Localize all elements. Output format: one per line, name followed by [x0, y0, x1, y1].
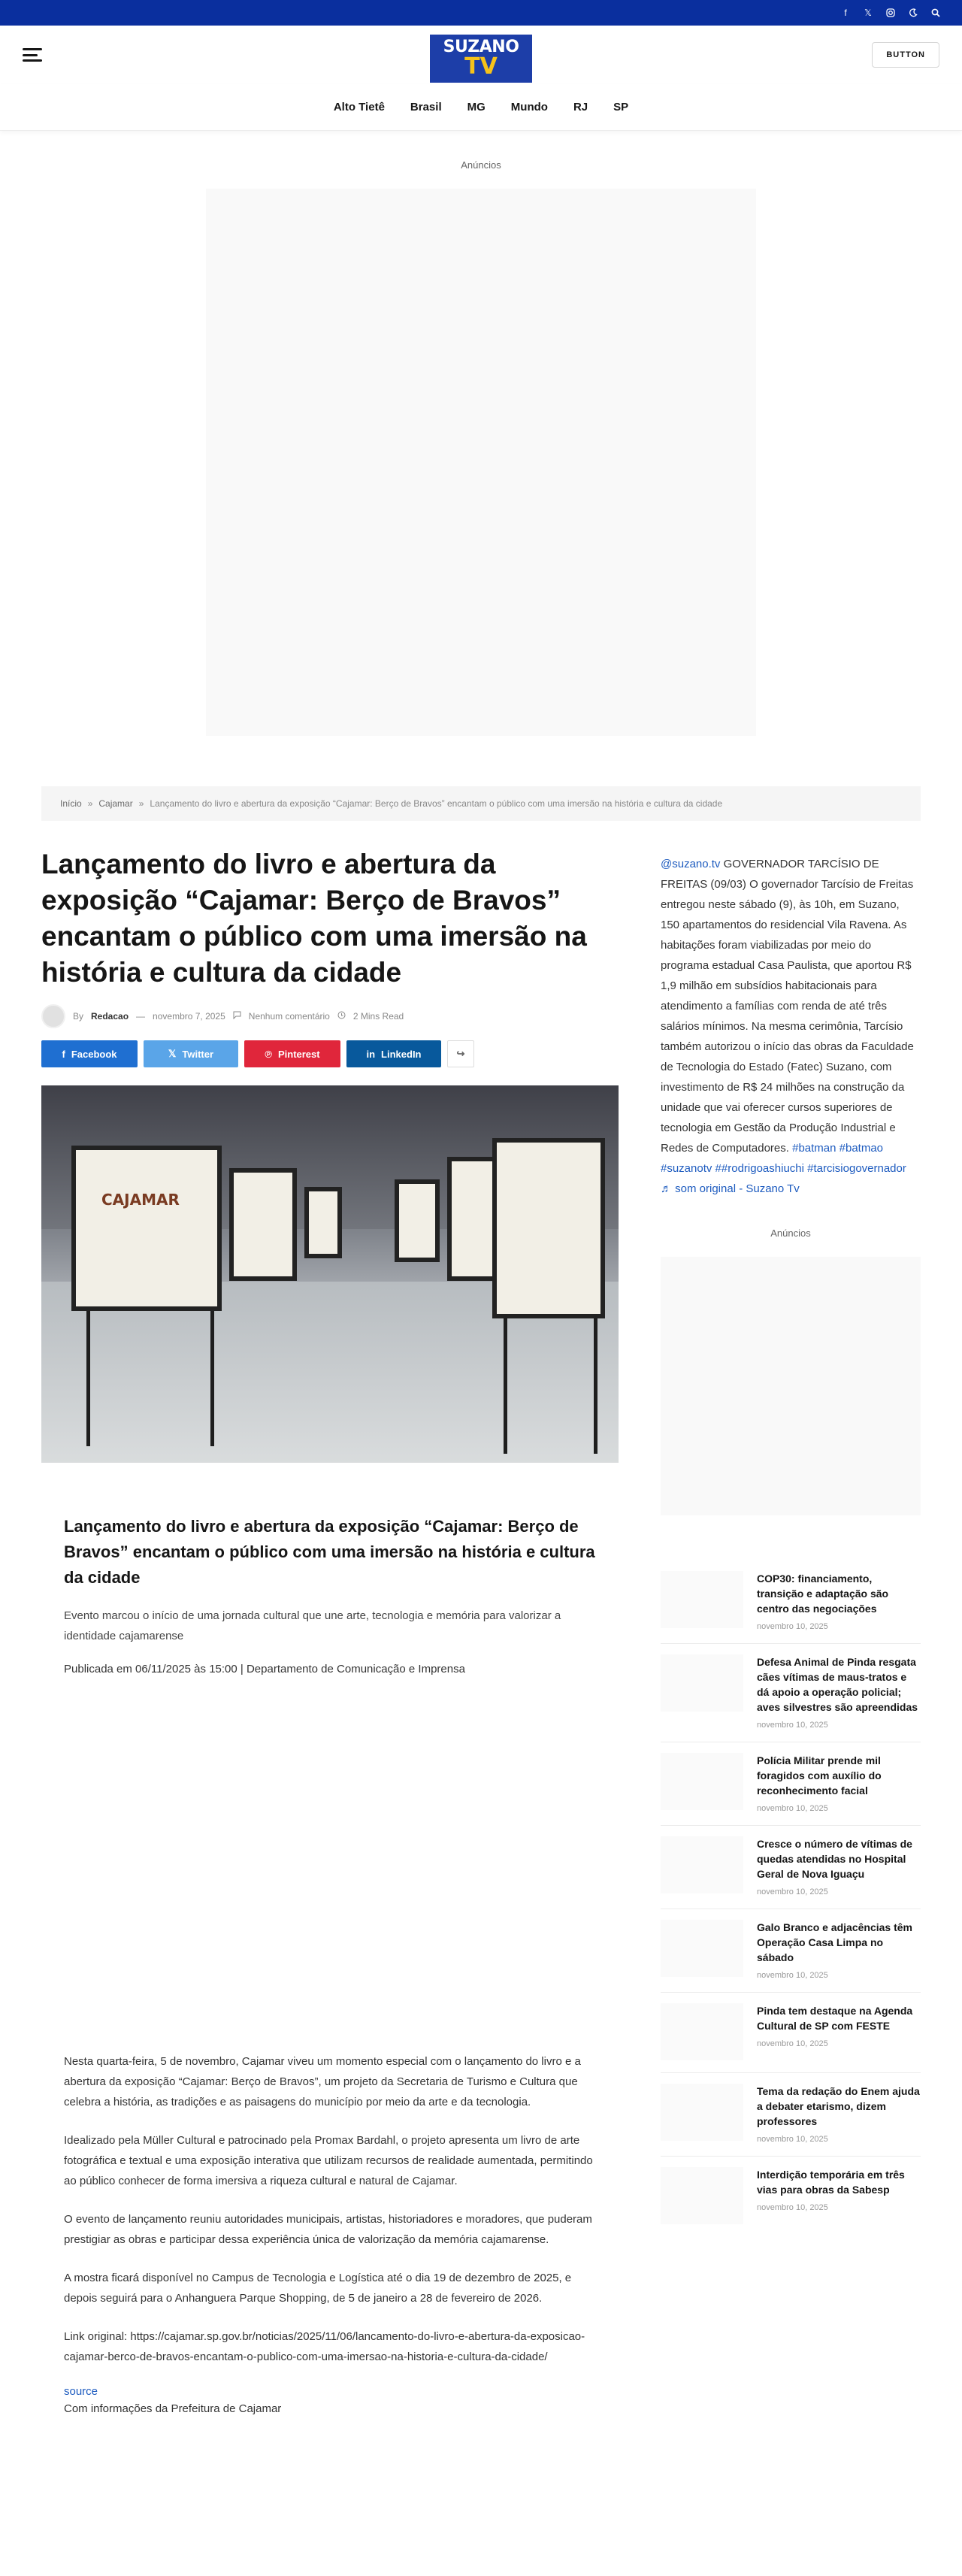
- article-original-link: Link original: https://cajamar.sp.gov.br/noticias/2025/11/06/lancamento-do-livro-e-abertura-da-exposicao-cajamar-berco-de-bravos-encantam-o-publico-com-uma-imersao-na-historia-e-cultura-da-cidade/: [64, 2330, 585, 2363]
- breadcrumb-separator: »: [138, 798, 144, 809]
- post-thumbnail[interactable]: [661, 1753, 743, 1810]
- exhibit-panel: [71, 1146, 222, 1311]
- source-info: Com informações da Prefeitura de Cajamar: [64, 2402, 282, 2415]
- nav-item-rj[interactable]: RJ: [573, 101, 588, 114]
- menu-icon[interactable]: [23, 48, 42, 62]
- list-item[interactable]: [661, 2156, 921, 2236]
- site-logo[interactable]: [430, 35, 532, 83]
- sidebar-handle-link[interactable]: @suzano.tv: [661, 858, 721, 870]
- recent-posts: [661, 1560, 921, 2236]
- sidebar-tags[interactable]: #batman #batmao #suzanotv ##rodrigoashiuchi #tarcisiogovernador: [661, 1142, 906, 1175]
- article-paragraph: A mostra ficará disponível no Campus de Tecnologia e Logística até o dia 19 de dezembro de 2025, e depois seguirá para o Anhanguera Parque Shopping, de 5 de janeiro a 28 de fevereiro de 2026.: [64, 2272, 572, 2305]
- post-thumbnail[interactable]: [661, 1836, 743, 1893]
- post-item-title[interactable]: COP30: financiamento, transição e adaptação são centro das negociações: [757, 1573, 889, 1615]
- post-thumbnail[interactable]: [661, 2084, 743, 2141]
- ads-label: Anúncios: [461, 159, 501, 171]
- post-thumbnail[interactable]: [661, 1571, 743, 1628]
- moon-icon[interactable]: [908, 8, 918, 18]
- share-linkedin-label: LinkedIn: [381, 1048, 422, 1060]
- ads-label: Anúncios: [770, 1227, 811, 1239]
- post-item-date: novembro 10, 2025: [757, 2039, 828, 2048]
- embed-space: [64, 1675, 596, 2051]
- article-body: [41, 1514, 619, 2415]
- sidebar-embed-text: [661, 854, 921, 1199]
- article-published: Publicada em 06/11/2025 às 15:00 | Departamento de Comunicação e Imprensa: [64, 1663, 465, 1675]
- post-item-title[interactable]: Interdição temporária em três vias para obras da Sabesp: [757, 2169, 905, 2196]
- comment-icon: [233, 1011, 241, 1022]
- facebook-icon[interactable]: f: [844, 8, 847, 18]
- share-icon: ↪: [456, 1048, 465, 1059]
- article-paragraph: O evento de lançamento reuniu autoridades municipais, artistas, historiadores e moradores, que puderam prestigiar as obras e participar dessa experiência única de valorização da memória cajamarense.: [64, 2213, 592, 2246]
- post-item-title[interactable]: Tema da redação do Enem ajuda a debater etarismo, dizem professores: [757, 2085, 920, 2127]
- instagram-icon[interactable]: [885, 8, 896, 18]
- post-thumbnail[interactable]: [661, 2167, 743, 2224]
- top-bar: [0, 0, 962, 26]
- meta-author[interactable]: Redacao: [91, 1011, 129, 1022]
- article-title: Lançamento do livro e abertura da exposição “Cajamar: Berço de Bravos” encantam o público com uma imersão na história e cultura da cidade: [64, 1517, 595, 1587]
- share-twitter-label: Twitter: [182, 1048, 214, 1060]
- clock-icon: [337, 1011, 346, 1022]
- share-buttons: [41, 1040, 619, 1067]
- logo-text-bottom: TV: [464, 53, 498, 80]
- exhibit-panel: [395, 1179, 440, 1262]
- post-item-title[interactable]: Cresce o número de vítimas de quedas atendidas no Hospital Geral de Nova Iguaçu: [757, 1838, 912, 1880]
- pinterest-icon: ℗: [265, 1048, 272, 1060]
- breadcrumb-current: Lançamento do livro e abertura da exposição “Cajamar: Berço de Bravos” encantam o público com uma imersão na história e cultura da cidade: [150, 798, 723, 809]
- main-nav: [0, 84, 962, 131]
- nav-item-mundo[interactable]: Mundo: [510, 101, 548, 114]
- post-item-date: novembro 10, 2025: [757, 1971, 828, 1980]
- source-link[interactable]: source: [64, 2385, 98, 2398]
- list-item[interactable]: [661, 1560, 921, 1643]
- share-linkedin-button[interactable]: [346, 1040, 441, 1067]
- exhibit-panel: [229, 1168, 297, 1281]
- sidebar-text: GOVERNADOR TARCÍSIO DE FREITAS (09/03) O governador Tarcísio de Freitas entregou neste sábado (9), às 10h, em Suzano, 150 apartamentos do residencial Vila Ravena. As habitações foram viabilizadas por meio do programa estadual Casa Paulista, que aportou R$ 1,9 milhão em subsídios habitacionais para atendimento a famílias com renda de até três salários mínimos. Na mesma cerimônia, Tarcísio também autorizou o início das obras da Faculdade de Tecnologia do Estado (Fatec) Suzano, com investimento de R$ 24 milhões na construção da unidade que vai oferecer cursos superiores de tecnologia em Gestão da Produção Industrial e Redes de Computadores.: [661, 858, 914, 1155]
- meta-dash: —: [136, 1011, 146, 1022]
- article-paragraph: Nesta quarta-feira, 5 de novembro, Cajamar viveu um momento especial com o lançamento do livro e a abertura da exposição “Cajamar: Berço de Bravos”, um projeto da Secretaria de Turismo e Cultura que celebra a história, as tradições e as paisagens do município por meio da arte e da tecnologia.: [64, 2055, 581, 2108]
- exhibit-panel: [492, 1138, 605, 1318]
- list-item[interactable]: [661, 1992, 921, 2072]
- photo-caption-text: CAJAMAR: [101, 1191, 180, 1209]
- meta-by: By: [73, 1011, 84, 1022]
- x-icon: 𝕏: [168, 1048, 177, 1059]
- post-item-date: novembro 10, 2025: [757, 1804, 828, 1813]
- post-item-date: novembro 10, 2025: [757, 2203, 828, 2212]
- meta-date: novembro 7, 2025: [153, 1011, 225, 1022]
- breadcrumb-separator: »: [87, 798, 93, 809]
- list-item[interactable]: [661, 1825, 921, 1909]
- sidebar-music-link[interactable]: ♬ som original - Suzano Tv: [661, 1182, 800, 1195]
- main-content: [41, 846, 619, 2415]
- ad-slot-sidebar[interactable]: [661, 1257, 921, 1515]
- share-more-button[interactable]: [447, 1040, 474, 1067]
- share-pinterest-label: Pinterest: [277, 1048, 320, 1060]
- post-item-title[interactable]: Galo Branco e adjacências têm Operação Casa Limpa no sábado: [757, 1921, 912, 1963]
- avatar[interactable]: [41, 1004, 65, 1028]
- list-item[interactable]: [661, 1742, 921, 1825]
- search-icon[interactable]: [930, 8, 941, 18]
- article-paragraph: Idealizado pela Müller Cultural e patrocinado pela Promax Bardahl, o projeto apresenta um livro de arte fotográfica e textual e uma exposição interativa que utilizam recursos de realidade aumentada, permitindo ao público conhecer de forma imersiva a riqueza cultural e natural de Cajamar.: [64, 2134, 593, 2187]
- logo-text-top: SUZANO: [443, 38, 519, 56]
- list-item[interactable]: [661, 1909, 921, 1992]
- post-thumbnail[interactable]: [661, 2003, 743, 2060]
- post-item-date: novembro 10, 2025: [757, 1887, 828, 1896]
- article-subtitle: Evento marcou o início de uma jornada cultural que une arte, tecnologia e memória para valorizar a identidade cajamarense: [64, 1609, 561, 1642]
- meta-comments[interactable]: Nenhum comentário: [248, 1011, 330, 1022]
- breadcrumb-section[interactable]: Cajamar: [98, 798, 133, 809]
- nav-item-brasil[interactable]: Brasil: [410, 101, 442, 114]
- exhibit-panel: [304, 1187, 342, 1258]
- nav-item-mg[interactable]: MG: [467, 101, 486, 114]
- post-item-date: novembro 10, 2025: [757, 1721, 828, 1730]
- post-item-title[interactable]: Pinda tem destaque na Agenda Cultural de SP com FESTE: [757, 2005, 913, 2032]
- meta-read-time: 2 Mins Read: [352, 1011, 404, 1022]
- post-item-title[interactable]: Defesa Animal de Pinda resgata cães vítimas de maus-tratos e dá apoio a operação policial; aves silvestres são apreendidas: [757, 1656, 918, 1713]
- featured-image[interactable]: [41, 1085, 619, 1463]
- x-icon[interactable]: 𝕏: [864, 8, 872, 18]
- share-facebook-button[interactable]: [41, 1040, 138, 1067]
- post-thumbnail[interactable]: [661, 1920, 743, 1977]
- post-item-date: novembro 10, 2025: [757, 2135, 828, 2144]
- breadcrumb: [41, 786, 921, 821]
- post-title: Lançamento do livro e abertura da exposição “Cajamar: Berço de Bravos” encantam o público com uma imersão na história e cultura da cidade: [41, 849, 587, 988]
- post-thumbnail[interactable]: [661, 1654, 743, 1712]
- header-button[interactable]: BUTTON: [872, 42, 939, 68]
- list-item[interactable]: [661, 1643, 921, 1742]
- share-pinterest-button[interactable]: [244, 1040, 340, 1067]
- breadcrumb-home[interactable]: Início: [60, 798, 82, 809]
- share-twitter-button[interactable]: [144, 1040, 238, 1067]
- post-item-date: novembro 10, 2025: [757, 1622, 828, 1631]
- sidebar: [661, 854, 921, 2236]
- nav-item-alto-tiete[interactable]: Alto Tietê: [333, 101, 385, 114]
- facebook-icon: f: [62, 1048, 65, 1060]
- post-meta: [41, 1004, 619, 1028]
- nav-item-sp[interactable]: SP: [613, 101, 629, 114]
- linkedin-icon: in: [366, 1048, 376, 1060]
- list-item[interactable]: [661, 2072, 921, 2156]
- share-facebook-label: Facebook: [71, 1048, 117, 1060]
- post-item-title[interactable]: Polícia Militar prende mil foragidos com auxílio do reconhecimento facial: [757, 1754, 882, 1797]
- ad-slot-top[interactable]: [206, 189, 756, 736]
